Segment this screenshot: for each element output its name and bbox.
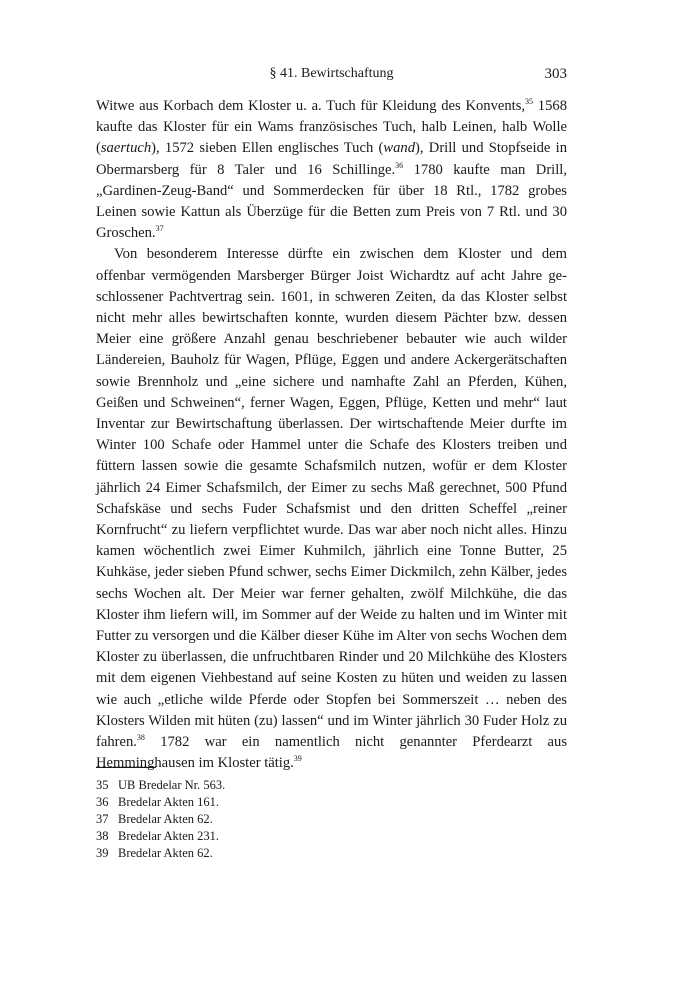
footnote-ref: 39 (293, 754, 302, 764)
footnote-text: Bredelar Akten 62. (118, 812, 213, 826)
paragraph (96, 244, 567, 774)
footnote-item (96, 777, 567, 794)
footnote-ref: 36 (395, 160, 404, 170)
text-run: Von besonderem Interesse dürfte ein zwischen dem Kloster und dem offenbar vermögenden Marsberger Bürger Joist Wichardtz auf acht Jahre geschlossener Pachtvertrag sein. 1601, in schweren Zeiten, da das Kloster selbst nicht mehr alles bewirtschaften konnte, wurden diesem Pächter bzw. dessen Meier eine größere Anzahl genau beschriebener bebauter wie auch wilder Ländereien, Bauholz für Wagen, Pflüge, Eggen und andere Ackergerätschaften sowie Brennholz und „eine sichere und namhafte Zahl an Pferden, Kühen, Geißen und Schweinen“, ferner Wagen, Eggen, Pflüge, Ketten und mehr“ laut Inventar zur Bewirtschaftung überlassen. Der wirtschaftende Meier durfte im Winter 100 Schafe oder Hammel unter die Schafe des Klosters treiben und füttern lassen sowie die gesamte Schafsmilch nutzen, wofür er dem Kloster jährlich 24 Eimer Schafsmilch, der Eimer zu sechs Maß gerechnet, 500 Pfund Schafskäse und sechs Fuder Schafsmist und den dritten Scheffel „reiner Kornfrucht“ zu liefern verpflichtet wurde. Das war aber noch nicht alles. Hinzu kamen wöchentlich zwei Eimer Kuhmilch, jährlich eine Tonne Butter, 25 Kuhkäse, jeder sieben Pfund schwer, sechs Eimer Dickmilch, zehn Kälber, jedes sechs Wochen alt. Der Meier war ferner gehalten, zwölf Milchkühe, die das Kloster ihm liefern will, im Sommer auf der Weide zu halten und im Winter mit Futter zu versorgen und die Kälber dieser Kühe im Alter von sechs Wochen dem Kloster zu überlassen, die unfruchtbaren Rinder und 20 Milchkühe des Klosters mit dem eigenen Viehbestand auf seine Kosten zu hüten und weiden zu lassen wie auch „etliche wilde Pferde oder Stopfen bei Sommerszeit … neben des Klosters Wilden mit hüten (zu) lassen“ und im Winter jährlich 30 Fuder Holz zu fahren. (96, 246, 567, 751)
footnote-number: 39 (96, 846, 109, 860)
text-run: 1568 kaufte das Kloster für ein Wams französisches Tuch, halb Leinen, halb Wolle ( (96, 98, 567, 157)
paragraph (96, 96, 567, 244)
italic-term: wand (383, 140, 415, 157)
footnote-number: 35 (96, 778, 109, 792)
footnote-item (96, 845, 567, 862)
running-title: § 41. Bewirtschaftung (269, 66, 394, 81)
footnote-text: Bredelar Akten 161. (118, 795, 220, 809)
footnote-rule (96, 767, 156, 768)
footnotes (96, 777, 567, 862)
footnote-text: Bredelar Akten 231. (118, 829, 220, 843)
footnote-number: 36 (96, 795, 109, 809)
footnote-item (96, 794, 567, 811)
text-run: 1780 kaufte man Drill, „Gardinen-Zeug-Band“ und Sommerdecken für über 18 Rtl., 1782 grobes Leinen sowie Kattun als Überzüge für die Betten zum Preis von 7 Rtl. und 30 Groschen. (96, 161, 567, 242)
footnote-text: UB Bredelar Nr. 563. (118, 778, 226, 792)
footnote-text: Bredelar Akten 62. (118, 846, 213, 860)
footnote-number: 37 (96, 812, 109, 826)
body-text (96, 96, 567, 775)
footnote-item (96, 811, 567, 828)
footnote-ref: 35 (525, 97, 534, 107)
running-head (96, 66, 567, 84)
italic-term: saertuch (100, 140, 152, 157)
footnote-ref: 38 (136, 733, 145, 743)
text-run: Witwe aus Korbach dem Kloster u. a. Tuch für Kleidung des Konvents, (96, 98, 526, 114)
footnote-ref: 37 (155, 224, 164, 234)
page-number: 303 (544, 66, 567, 82)
footnote-number: 38 (96, 829, 109, 843)
text-run: 1782 war ein namentlich nicht genannter Pferdearzt aus Hemminghausen im Kloster tätig. (96, 734, 567, 772)
footnote-item (96, 828, 567, 845)
text-run: ), 1572 sieben Ellen englisches Tuch ( (151, 140, 384, 157)
text-run: ), Drill und Stopfseide in Obermarsberg für 8 Taler und 16 Schillinge. (96, 140, 567, 178)
